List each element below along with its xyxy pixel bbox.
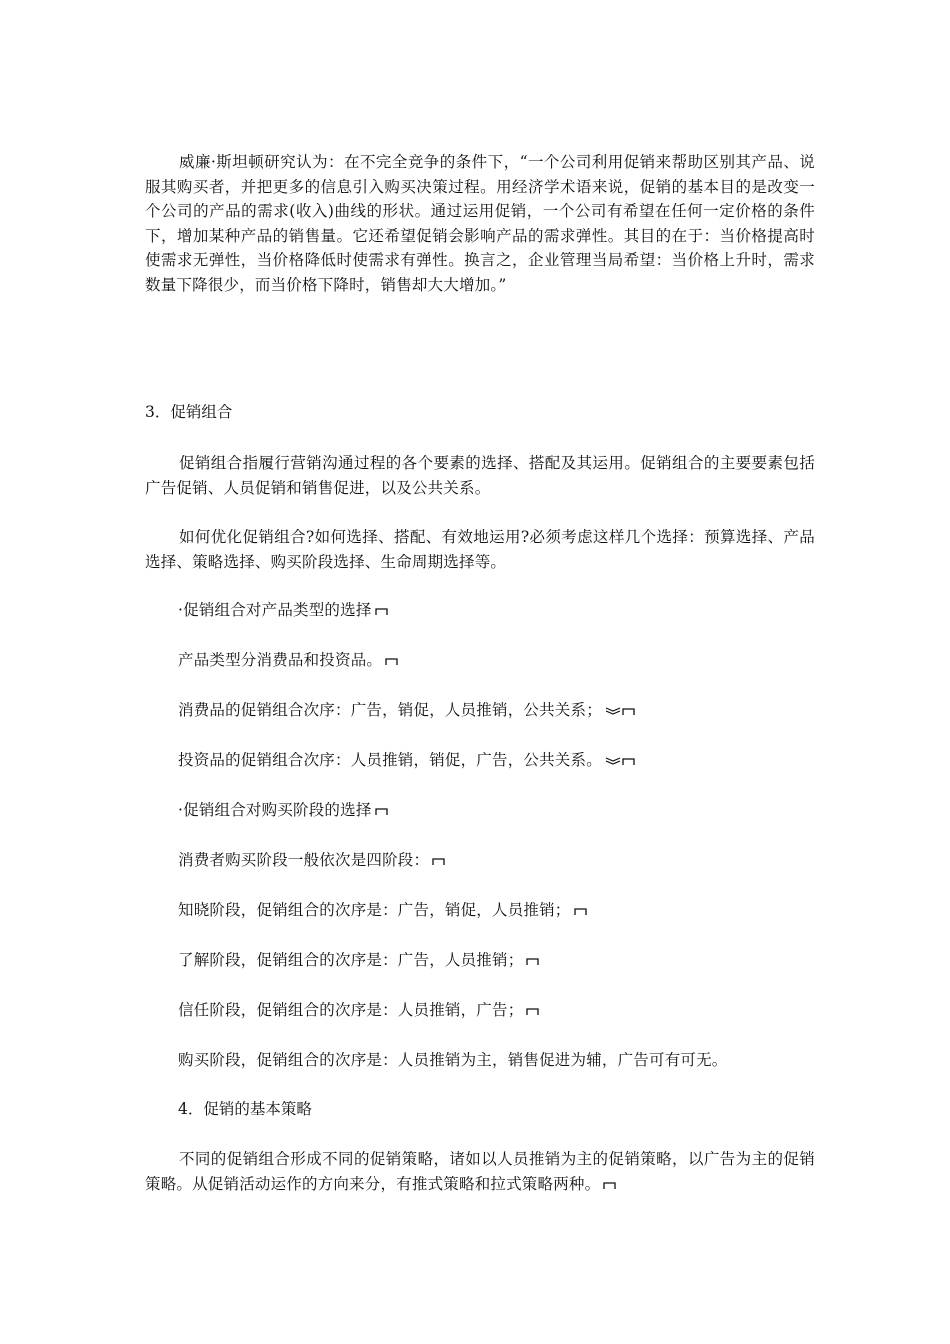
product-type-choice-text: ·促销组合对产品类型的选择 bbox=[178, 601, 372, 619]
mix-definition-paragraph: 促销组合指履行营销沟通过程的各个要素的选择、搭配及其运用。促销组合的主要要素包括 广告促销、人员促销和销售促进，以及公共关系。 bbox=[145, 454, 815, 497]
understanding-stage-line bbox=[178, 949, 539, 971]
consumer-goods-order-text: 消费品的促销组合次序：广告，销促，人员推销，公共关系； bbox=[178, 701, 602, 719]
investment-goods-order-text: 投资品的促销组合次序：人员推销，销促，广告，公共关系。 bbox=[178, 751, 602, 769]
paragraph-mark-icon bbox=[432, 857, 445, 865]
investment-goods-order-line bbox=[178, 749, 635, 771]
product-types-text: 产品类型分消费品和投资品。 bbox=[178, 651, 383, 669]
section-3-heading: 3．促销组合 bbox=[145, 403, 233, 421]
optimize-paragraph: 如何优化促销组合?如何选择、搭配、有效地运用?必须考虑这样几个选择：预算选择、产品选择、策略选择、购买阶段选择、生命周期选择等。 bbox=[145, 528, 815, 571]
purchase-stages-text: 消费者购买阶段一般依次是四阶段： bbox=[178, 851, 430, 869]
double-chevron-down-icon bbox=[605, 706, 621, 716]
paragraph-mark-icon bbox=[622, 757, 635, 765]
purchase-stage-choice-text: ·促销组合对购买阶段的选择 bbox=[178, 801, 372, 819]
paragraph-mark-icon bbox=[603, 1181, 616, 1189]
trust-stage-text: 信任阶段，促销组合的次序是：人员推销，广告； bbox=[178, 1001, 524, 1019]
quote-paragraph: 威廉·斯坦顿研究认为：在不完全竞争的条件下，“一个公司利用促销来帮助区别其产品、说服其购买者，并把更多的信息引入购买决策过程。用经济学术语来说，促销的基本目的是改变一个公司的产品的需求(收入)曲线的形状。通过运用促销，一个公司有希望在任何一定价格的条件下，增加某种产品的销售量。它还希望促销会影响产品的需求弹性。其目的在于：当价格提高时使需求无弹性，当价格降低时使需求有弹性。换言之，企业管理当局希望：当价格上升时，需求数量下降很少，而当价格下降时，销售却大大增加。” bbox=[145, 153, 815, 294]
strategy-paragraph-text: 不同的促销组合形成不同的促销策略，诸如以人员推销为主的促销策略，以广告为主的促销策略。从促销活动运作的方向来分，有推式策略和拉式策略两种。 bbox=[145, 1150, 815, 1193]
paragraph-mark-icon bbox=[375, 607, 388, 615]
paragraph-mark-icon bbox=[385, 657, 398, 665]
purchase-stage-text: 购买阶段，促销组合的次序是：人员推销为主，销售促进为辅，广告可有可无。 bbox=[178, 1051, 728, 1069]
strategy-paragraph bbox=[145, 1147, 815, 1196]
paragraph-mark-icon bbox=[574, 907, 587, 915]
paragraph-mark-icon bbox=[526, 957, 539, 965]
product-type-choice-line bbox=[178, 599, 388, 621]
awareness-stage-text: 知晓阶段，促销组合的次序是：广告，销促，人员推销； bbox=[178, 901, 571, 919]
purchase-stages-line bbox=[178, 849, 445, 871]
purchase-stage-choice-line bbox=[178, 799, 388, 821]
paragraph-mark-icon bbox=[622, 707, 635, 715]
trust-stage-line bbox=[178, 999, 539, 1021]
strategy-paragraph-block bbox=[145, 1147, 815, 1196]
paragraph-mark-icon bbox=[375, 807, 388, 815]
product-types-line bbox=[178, 649, 398, 671]
purchase-stage-line bbox=[178, 1049, 728, 1071]
awareness-stage-line bbox=[178, 899, 587, 921]
section-4-heading: 4．促销的基本策略 bbox=[178, 1100, 312, 1118]
double-chevron-down-icon bbox=[605, 756, 621, 766]
paragraph-mark-icon bbox=[526, 1007, 539, 1015]
understanding-stage-text: 了解阶段，促销组合的次序是：广告，人员推销； bbox=[178, 951, 524, 969]
consumer-goods-order-line bbox=[178, 699, 635, 721]
